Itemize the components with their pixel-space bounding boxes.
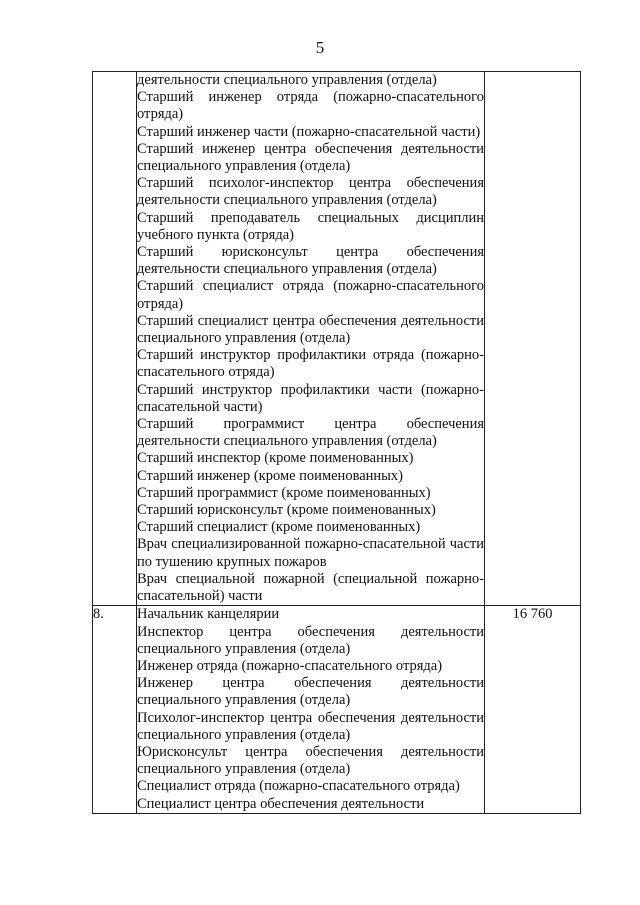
position-entry: Старший специалист центра обеспечения деятельности специального управления (отдела): [137, 312, 484, 347]
position-entry: Начальник канцелярии: [137, 606, 280, 623]
positions-cell: [137, 72, 485, 606]
position-entry: Юрисконсульт центра обеспечения деятельности специального управления (отдела): [137, 743, 484, 778]
row-number-cell: 8.: [93, 606, 137, 813]
position-entry: Психолог-инспектор центра обеспечения деятельности специального управления (отдела): [137, 709, 484, 743]
position-entry: Старший инструктор профилактики отряда (пожарно-спасательного отряда): [137, 347, 484, 381]
position-entry: Старший инженер (кроме поименованных): [137, 467, 403, 484]
table-row: [93, 606, 581, 813]
position-entry: Старший юрисконсульт (кроме поименованных): [137, 502, 436, 519]
position-entry: Специалист центра обеспечения деятельности: [137, 795, 425, 812]
position-entry: Старший программист центра обеспечения деятельности специального управления (отдела): [137, 416, 484, 450]
position-entry: Старший юрисконсульт центра обеспечения деятельности специального управления (отдела): [137, 244, 484, 278]
position-entry: Инспектор центра обеспечения деятельности специального управления (отдела): [137, 623, 484, 657]
salary-cell: [485, 72, 581, 606]
position-entry: Старший инженер части (пожарно-спасательной части): [137, 123, 481, 140]
salary-cell: 16 760: [485, 606, 581, 813]
position-entry: деятельности специального управления (отдела): [137, 72, 437, 88]
row-number-cell: [93, 72, 137, 606]
position-entry: Старший инженер центра обеспечения деятельности специального управления (отдела): [137, 140, 484, 175]
position-entry: Старший инженер отряда (пожарно-спасательного отряда): [137, 89, 484, 123]
table-row: [93, 72, 581, 606]
position-entry: Старший преподаватель специальных дисциплин учебного пункта (отряда): [137, 209, 484, 243]
page-number: 5: [315, 38, 325, 57]
position-entry: Старший инспектор (кроме поименованных): [137, 450, 414, 467]
position-entry: Врач специализированной пожарно-спасательной части по тушению крупных пожаров: [137, 536, 484, 570]
positions-table: [92, 71, 581, 814]
position-entry: Врач специальной пожарной (специальной пожарно-спасательной) части: [137, 570, 484, 605]
positions-table-body: [93, 72, 581, 814]
position-entry: Инженер центра обеспечения деятельности специального управления (отдела): [137, 675, 484, 709]
position-entry: Специалист отряда (пожарно-спасательного отряда): [137, 778, 460, 795]
position-entry: Старший специалист отряда (пожарно-спасательного отряда): [137, 278, 484, 312]
position-entry: Старший программист (кроме поименованных): [137, 484, 431, 501]
positions-cell: [137, 606, 485, 813]
position-entry: Старший психолог-инспектор центра обеспечения деятельности специального управления (отдела): [137, 175, 484, 209]
position-entry: Инженер отряда (пожарно-спасательного отряда): [137, 657, 443, 674]
position-entry: Старший специалист (кроме поименованных): [137, 519, 421, 536]
position-entry: Старший инструктор профилактики части (пожарно-спасательной части): [137, 381, 484, 415]
